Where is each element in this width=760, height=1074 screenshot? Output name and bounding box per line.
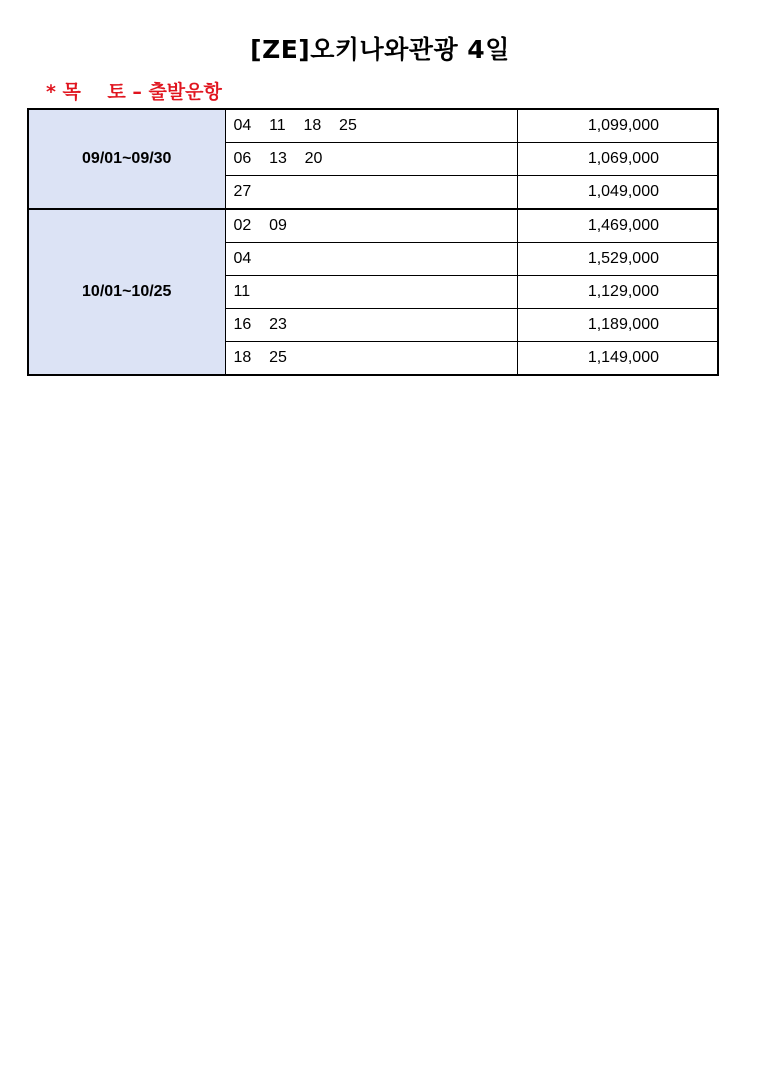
period-cell: 10/01~10/25 <box>28 209 225 375</box>
departure-dates-cell: 04 11 18 25 <box>225 109 517 143</box>
departure-dates-cell: 02 09 <box>225 209 517 243</box>
price-cell: 1,529,000 <box>517 243 718 276</box>
departure-dates-cell: 11 <box>225 276 517 309</box>
period-cell: 09/01~09/30 <box>28 109 225 209</box>
price-cell: 1,099,000 <box>517 109 718 143</box>
price-schedule-table <box>27 108 719 376</box>
table-row <box>28 109 718 143</box>
departure-dates-cell: 18 25 <box>225 342 517 376</box>
page-title: [ZE]오키나와관광 4일 <box>250 35 510 64</box>
departure-dates-cell: 27 <box>225 176 517 210</box>
table-row <box>28 209 718 243</box>
price-cell: 1,129,000 <box>517 276 718 309</box>
price-cell: 1,049,000 <box>517 176 718 210</box>
departure-days-note: * 목 토 – 출발운항 <box>46 81 222 103</box>
price-cell: 1,069,000 <box>517 143 718 176</box>
price-cell: 1,469,000 <box>517 209 718 243</box>
departure-dates-cell: 16 23 <box>225 309 517 342</box>
departure-dates-cell: 04 <box>225 243 517 276</box>
price-cell: 1,189,000 <box>517 309 718 342</box>
price-cell: 1,149,000 <box>517 342 718 376</box>
departure-dates-cell: 06 13 20 <box>225 143 517 176</box>
